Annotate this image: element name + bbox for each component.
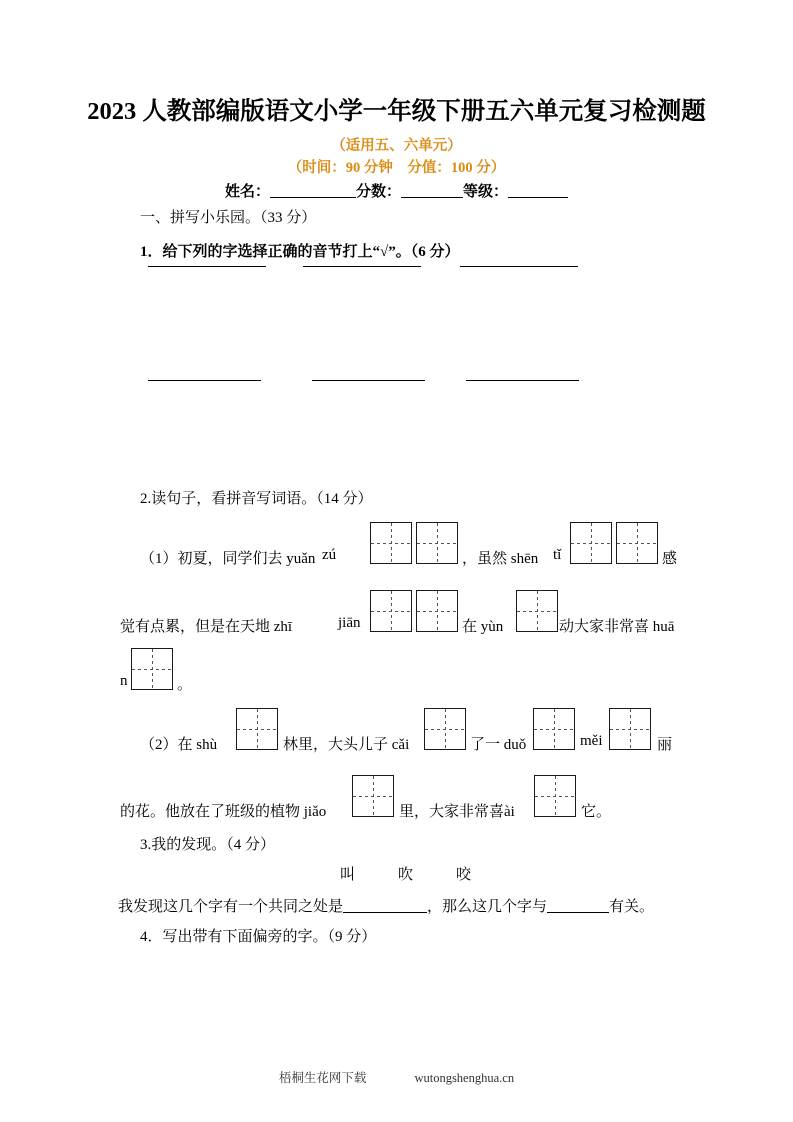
q3-text-a: 我发现这几个字有一个共同之处是 xyxy=(118,899,344,915)
answer-rule[interactable] xyxy=(466,380,579,381)
question-1-prompt: 1．给下列的字选择正确的音节打上“√”。（6 分） xyxy=(140,244,460,260)
tianzige-box[interactable] xyxy=(570,522,612,564)
answer-rule[interactable] xyxy=(148,380,261,381)
q2-line1-text-c: ，虽然 shēn xyxy=(462,551,539,567)
question-2-prompt: 2.读句子，看拼音写词语。（14 分） xyxy=(140,491,373,507)
q3-text-b: ，那么这几个字与 xyxy=(427,899,548,915)
q3-character-list: 叫 吹 咬 xyxy=(340,867,486,883)
tianzige-box[interactable] xyxy=(352,775,394,817)
applicable-units-note: （适用五、六单元） xyxy=(331,138,462,154)
question-3-prompt: 3.我的发现。（4 分） xyxy=(140,837,276,853)
q3-blank-1[interactable] xyxy=(343,897,427,913)
q2-line4-text-b: 林里，大头儿子 cǎi xyxy=(283,737,410,753)
score-input-blank[interactable] xyxy=(401,181,463,198)
q3-blank-2[interactable] xyxy=(547,897,609,913)
q2-line4-text-d: měi xyxy=(580,733,603,749)
q2-line5-text-b: 里，大家非常喜ài xyxy=(399,804,515,820)
q2-line1-text-b: zú xyxy=(322,547,337,563)
tianzige-box[interactable] xyxy=(534,775,576,817)
tianzige-box[interactable] xyxy=(609,708,651,750)
q2-line2-text-c: 在 yùn xyxy=(462,619,504,635)
q2-line2-text-d: 动大家非常喜 huā xyxy=(559,619,675,635)
score-label: 分数： xyxy=(355,184,401,200)
q2-line4-text-a: （2）在 shù xyxy=(140,737,218,753)
answer-rule[interactable] xyxy=(312,380,425,381)
q2-line1-text-a: （1）初夏，同学们去 yuǎn xyxy=(140,551,316,567)
page-title: 2023 人教部编版语文小学一年级下册五六单元复习检测题 xyxy=(87,98,706,125)
tianzige-box[interactable] xyxy=(424,708,466,750)
answer-rule[interactable] xyxy=(303,266,421,267)
name-label: 姓名： xyxy=(224,184,270,200)
student-info-line xyxy=(0,180,793,201)
q2-line5-text-a: 的花。他放在了班级的植物 jiǎo xyxy=(120,804,327,820)
question-4-prompt: 4．写出带有下面偏旁的字。（9 分） xyxy=(140,929,377,945)
answer-rule[interactable] xyxy=(148,266,266,267)
q3-text-c: 有关。 xyxy=(609,899,655,915)
q2-line4-text-e: 丽 xyxy=(657,737,673,753)
q2-line3-text-a: n xyxy=(120,673,128,689)
tianzige-box[interactable] xyxy=(533,708,575,750)
tianzige-box[interactable] xyxy=(370,522,412,564)
q2-line3-text-b: 。 xyxy=(177,677,193,693)
grade-label: 等级： xyxy=(463,184,509,200)
q3-answer-line xyxy=(118,895,654,916)
q2-line4-text-c: 了一 duǒ xyxy=(470,737,527,753)
footer-site-name: 梧桐生花网下载 xyxy=(278,1071,367,1085)
tianzige-box[interactable] xyxy=(516,590,558,632)
tianzige-box[interactable] xyxy=(416,590,458,632)
tianzige-box[interactable] xyxy=(370,590,412,632)
tianzige-box[interactable] xyxy=(416,522,458,564)
q2-line2-text-a: 觉有点累，但是在天地 zhī xyxy=(120,619,293,635)
tianzige-box[interactable] xyxy=(616,522,658,564)
q2-line5-text-c: 它。 xyxy=(581,804,612,820)
q2-line1-text-e: 感 xyxy=(662,551,678,567)
name-input-blank[interactable] xyxy=(270,181,356,198)
tianzige-box[interactable] xyxy=(236,708,278,750)
grade-input-blank[interactable] xyxy=(508,181,568,198)
footer-site-url: wutongshenghua.cn xyxy=(414,1071,515,1085)
q2-line1-text-d: tǐ xyxy=(553,547,562,563)
answer-rule[interactable] xyxy=(460,266,578,267)
footer xyxy=(0,1068,793,1086)
section-1-heading: 一、拼写小乐园。（33 分） xyxy=(140,210,317,226)
tianzige-box[interactable] xyxy=(131,648,173,690)
q2-line2-text-b: jiān xyxy=(338,615,361,631)
time-score-note: （时间：90 分钟 分值：100 分） xyxy=(287,160,506,176)
